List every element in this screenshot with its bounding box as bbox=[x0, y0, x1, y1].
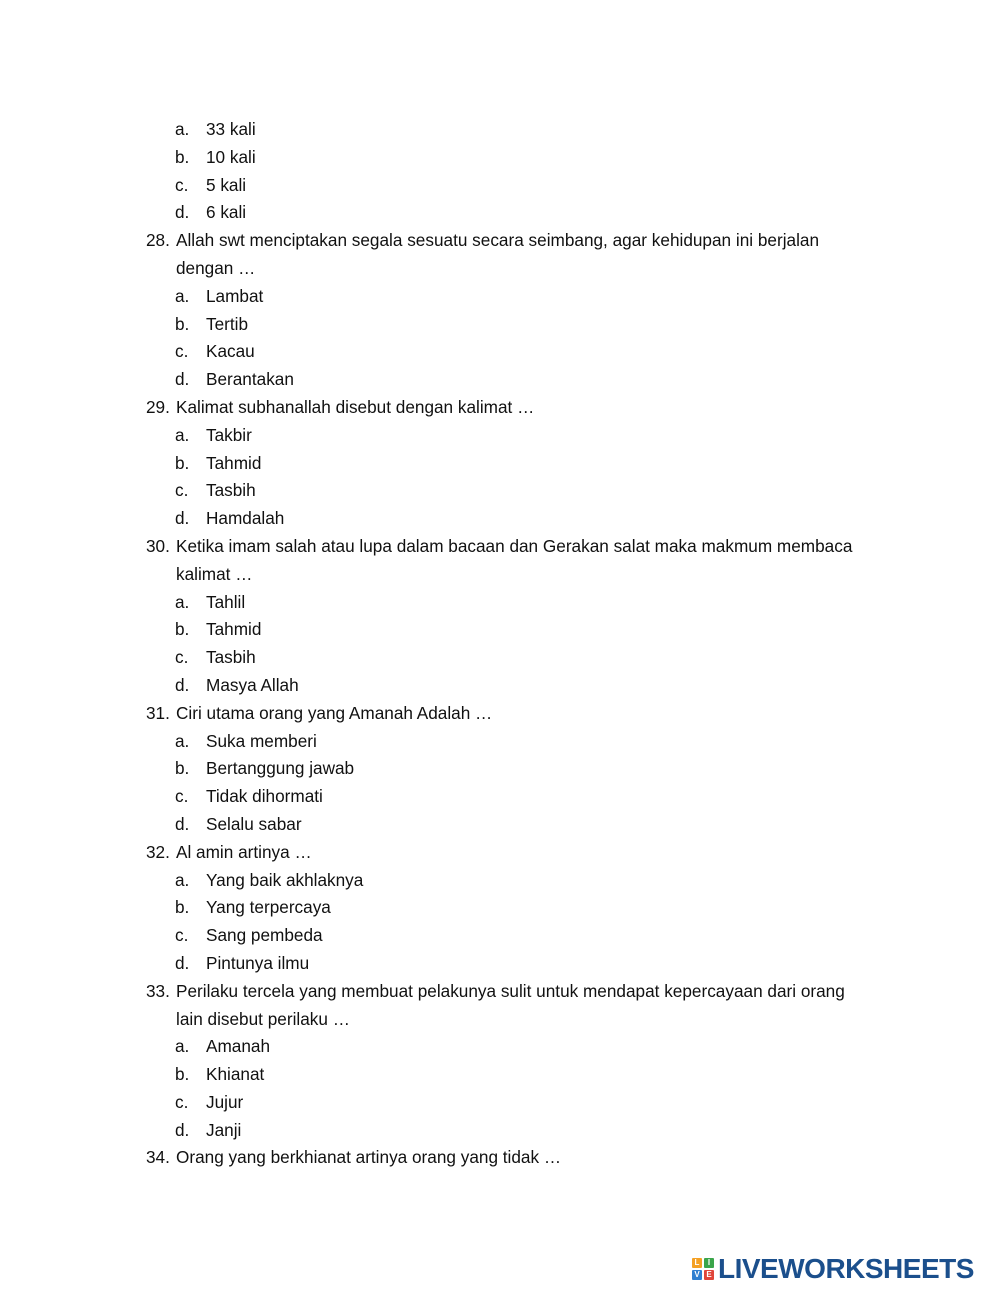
option-letter: a. bbox=[175, 591, 190, 612]
option-text: Tasbih bbox=[206, 480, 256, 501]
question-number: 29. bbox=[146, 396, 170, 417]
option-text: Tasbih bbox=[206, 647, 256, 668]
question-text: Kalimat subhanallah disebut dengan kalimat … bbox=[176, 396, 535, 417]
question-text: Ciri utama orang yang Amanah Adalah … bbox=[176, 702, 493, 723]
question-text: dengan … bbox=[176, 257, 256, 278]
option-letter: a. bbox=[175, 730, 190, 751]
question-text: Orang yang berkhianat artinya orang yang tidak … bbox=[176, 1147, 562, 1168]
logo-tile-v: V bbox=[692, 1270, 702, 1280]
logo-tile-i: I bbox=[704, 1258, 714, 1268]
answer-option bbox=[0, 1061, 1000, 1089]
option-letter: a. bbox=[175, 869, 190, 890]
option-text: Berantakan bbox=[206, 369, 294, 390]
option-text: Tahmid bbox=[206, 452, 262, 473]
question-number: 33. bbox=[146, 980, 170, 1001]
question bbox=[0, 394, 1000, 422]
question bbox=[0, 700, 1000, 728]
option-text: 5 kali bbox=[206, 174, 247, 195]
option-letter: b. bbox=[175, 452, 190, 473]
option-text: Jujur bbox=[206, 1091, 244, 1112]
option-letter: c. bbox=[175, 786, 189, 807]
question-text: Perilaku tercela yang membuat pelakunya sulit untuk mendapat kepercayaan dari orang bbox=[176, 980, 845, 1001]
option-letter: d. bbox=[175, 674, 190, 695]
liveworksheets-logo-icon bbox=[692, 1258, 714, 1280]
answer-option bbox=[0, 922, 1000, 950]
answer-option bbox=[0, 672, 1000, 700]
question bbox=[0, 227, 1000, 255]
option-letter: d. bbox=[175, 508, 190, 529]
answer-option bbox=[0, 1117, 1000, 1145]
option-letter: b. bbox=[175, 1064, 190, 1085]
option-text: Yang terpercaya bbox=[206, 897, 331, 918]
answer-option bbox=[0, 450, 1000, 478]
option-letter: b. bbox=[175, 313, 190, 334]
option-text: Selalu sabar bbox=[206, 813, 302, 834]
option-text: Lambat bbox=[206, 285, 264, 306]
answer-option bbox=[0, 505, 1000, 533]
answer-option bbox=[0, 728, 1000, 756]
liveworksheets-logo bbox=[692, 1254, 974, 1284]
answer-option bbox=[0, 366, 1000, 394]
option-letter: c. bbox=[175, 341, 189, 362]
answer-option bbox=[0, 950, 1000, 978]
question-continuation bbox=[0, 561, 1000, 589]
option-text: Masya Allah bbox=[206, 674, 299, 695]
answer-option bbox=[0, 283, 1000, 311]
question-text: kalimat … bbox=[176, 563, 253, 584]
option-letter: c. bbox=[175, 480, 189, 501]
question-number: 32. bbox=[146, 841, 170, 862]
question-text: lain disebut perilaku … bbox=[176, 1008, 350, 1029]
option-text: Tertib bbox=[206, 313, 249, 334]
answer-option bbox=[0, 755, 1000, 783]
question-text: Allah swt menciptakan segala sesuatu secara seimbang, agar kehidupan ini berjalan bbox=[176, 230, 820, 251]
option-letter: b. bbox=[175, 146, 190, 167]
logo-wordmark: LIVEWORKSHEETS bbox=[718, 1253, 974, 1284]
option-text: Pintunya ilmu bbox=[206, 952, 310, 973]
answer-option bbox=[0, 1033, 1000, 1061]
answer-option bbox=[0, 477, 1000, 505]
option-text: 6 kali bbox=[206, 202, 247, 223]
question-number: 28. bbox=[146, 230, 170, 251]
option-letter: b. bbox=[175, 897, 190, 918]
option-text: Yang baik akhlaknya bbox=[206, 869, 364, 890]
option-text: Khianat bbox=[206, 1064, 265, 1085]
option-letter: c. bbox=[175, 925, 189, 946]
question-continuation bbox=[0, 255, 1000, 283]
answer-option bbox=[0, 338, 1000, 366]
option-text: Sang pembeda bbox=[206, 925, 323, 946]
answer-option bbox=[0, 172, 1000, 200]
question-text: Al amin artinya … bbox=[176, 841, 312, 862]
question bbox=[0, 1144, 1000, 1172]
option-text: Amanah bbox=[206, 1036, 271, 1057]
answer-option bbox=[0, 311, 1000, 339]
answer-option bbox=[0, 199, 1000, 227]
answer-option bbox=[0, 811, 1000, 839]
option-text: Kacau bbox=[206, 341, 255, 362]
option-letter: d. bbox=[175, 1119, 190, 1140]
logo-tile-e: E bbox=[704, 1270, 714, 1280]
option-letter: d. bbox=[175, 369, 190, 390]
answer-option bbox=[0, 144, 1000, 172]
question bbox=[0, 839, 1000, 867]
option-text: Tahlil bbox=[206, 591, 246, 612]
option-letter: d. bbox=[175, 202, 190, 223]
answer-option bbox=[0, 422, 1000, 450]
answer-option bbox=[0, 616, 1000, 644]
question-number: 34. bbox=[146, 1147, 170, 1168]
answer-option bbox=[0, 783, 1000, 811]
option-text: Bertanggung jawab bbox=[206, 758, 355, 779]
answer-option bbox=[0, 867, 1000, 895]
question-continuation bbox=[0, 1006, 1000, 1034]
question-number: 30. bbox=[146, 535, 170, 556]
question bbox=[0, 533, 1000, 561]
option-letter: d. bbox=[175, 952, 190, 973]
option-text: Suka memberi bbox=[206, 730, 317, 751]
answer-option bbox=[0, 1089, 1000, 1117]
answer-option bbox=[0, 894, 1000, 922]
question-number: 31. bbox=[146, 702, 170, 723]
option-letter: c. bbox=[175, 647, 189, 668]
option-letter: c. bbox=[175, 174, 189, 195]
option-text: Takbir bbox=[206, 424, 252, 445]
option-letter: a. bbox=[175, 1036, 190, 1057]
option-letter: c. bbox=[175, 1091, 189, 1112]
option-text: 10 kali bbox=[206, 146, 256, 167]
logo-tile-l: L bbox=[692, 1258, 702, 1268]
option-text: Tidak dihormati bbox=[206, 786, 323, 807]
option-letter: b. bbox=[175, 619, 190, 640]
answer-option bbox=[0, 644, 1000, 672]
option-letter: d. bbox=[175, 813, 190, 834]
option-text: 33 kali bbox=[206, 119, 256, 139]
option-letter: a. bbox=[175, 119, 190, 139]
answer-option bbox=[0, 589, 1000, 617]
question-text: Ketika imam salah atau lupa dalam bacaan dan Gerakan salat maka makmum membaca bbox=[176, 535, 853, 556]
answer-option bbox=[0, 116, 1000, 144]
option-text: Tahmid bbox=[206, 619, 262, 640]
option-text: Janji bbox=[206, 1119, 242, 1140]
option-letter: b. bbox=[175, 758, 190, 779]
option-text: Hamdalah bbox=[206, 508, 285, 529]
option-letter: a. bbox=[175, 424, 190, 445]
worksheet-content bbox=[0, 116, 1000, 1172]
question bbox=[0, 978, 1000, 1006]
option-letter: a. bbox=[175, 285, 190, 306]
